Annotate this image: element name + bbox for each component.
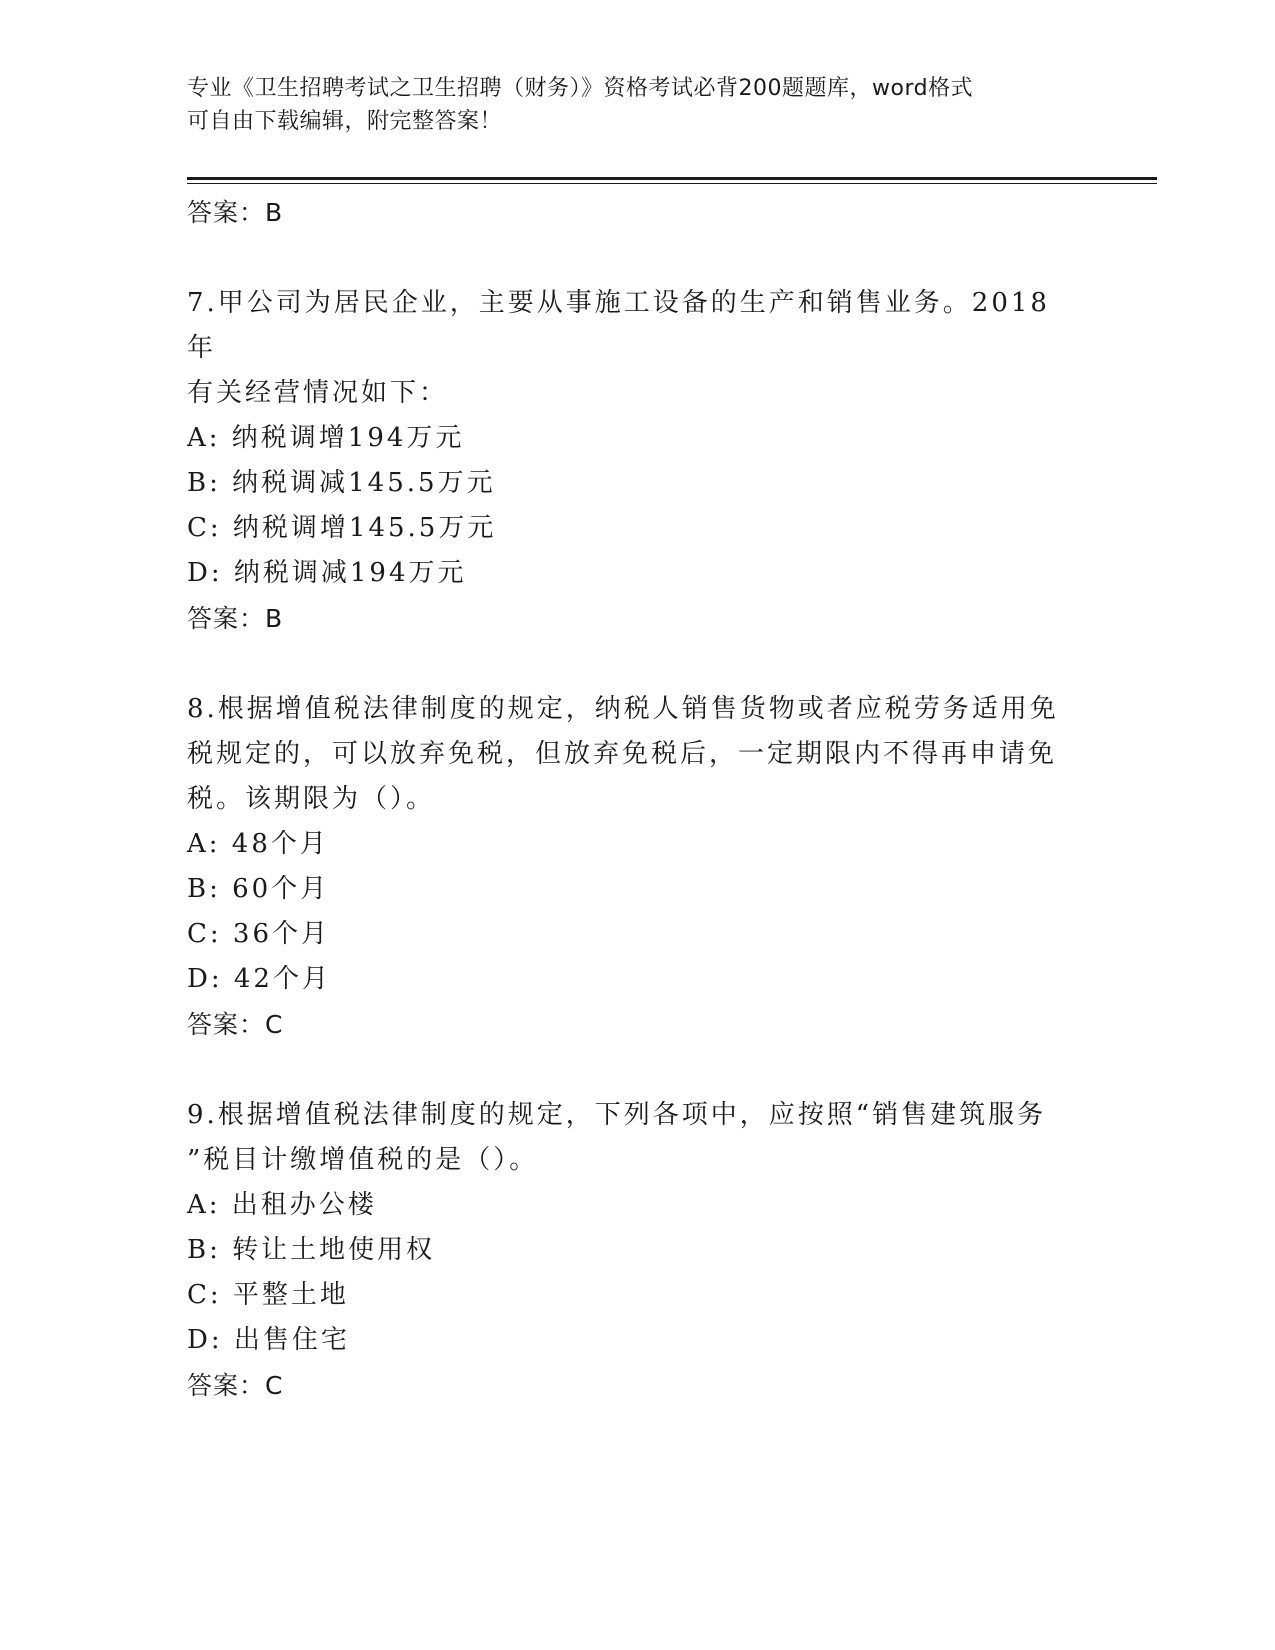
question-9-stem [187, 1093, 1067, 1183]
option-d: D: 42个月 [187, 964, 331, 994]
header-line-1: 专业《卫生招聘考试之卫生招聘（财务）》资格考试必背200题题库，word格式 [187, 76, 974, 101]
option-c: C: 平整土地 [187, 1280, 349, 1310]
option-b: B: 60个月 [187, 874, 330, 904]
option-a: A: 出租办公楼 [187, 1190, 377, 1220]
question-stem-line: 8.根据增值税法律制度的规定，纳税人销售货物或者应税劳务适用免 [187, 694, 1059, 724]
question-8-stem [187, 687, 1067, 822]
option-a: A: 纳税调增194万元 [187, 423, 465, 453]
question-stem-line: 税规定的，可以放弃免税，但放弃免税后，一定期限内不得再申请免 [187, 739, 1058, 769]
question-stem-line: 7.甲公司为居民企业，主要从事施工设备的生产和销售业务。2018年 [187, 288, 1050, 363]
option-b: B: 转让土地使用权 [187, 1235, 436, 1265]
question-7 [187, 281, 1067, 641]
option-b: B: 纳税调减145.5万元 [187, 468, 496, 498]
question-stem-line: 有关经营情况如下： [187, 378, 449, 408]
header-rule-thick [187, 177, 1157, 180]
option-d: D: 纳税调减194万元 [187, 558, 467, 588]
document-body [187, 190, 1067, 1408]
question-9 [187, 1093, 1067, 1408]
answer-label: 答案：B [187, 604, 284, 633]
answer-label: 答案：C [187, 1371, 284, 1400]
answer-label: 答案：B [187, 198, 284, 227]
document-header [187, 72, 1067, 138]
question-8 [187, 687, 1067, 1047]
question-stem-line: ”税目计缴增值税的是（）。 [187, 1145, 539, 1175]
question-7-stem [187, 281, 1067, 416]
option-d: D: 出售住宅 [187, 1325, 350, 1355]
question-stem-line: 税。该期限为（）。 [187, 784, 436, 814]
option-a: A: 48个月 [187, 829, 329, 859]
option-c: C: 纳税调增145.5万元 [187, 513, 497, 543]
header-line-2: 可自由下载编辑，附完整答案！ [187, 109, 503, 134]
question-stem-line: 9.根据增值税法律制度的规定，下列各项中，应按照“销售建筑服务 [187, 1100, 1047, 1130]
answer-label: 答案：C [187, 1010, 284, 1039]
option-c: C: 36个月 [187, 919, 331, 949]
header-rule-thin [187, 183, 1157, 184]
